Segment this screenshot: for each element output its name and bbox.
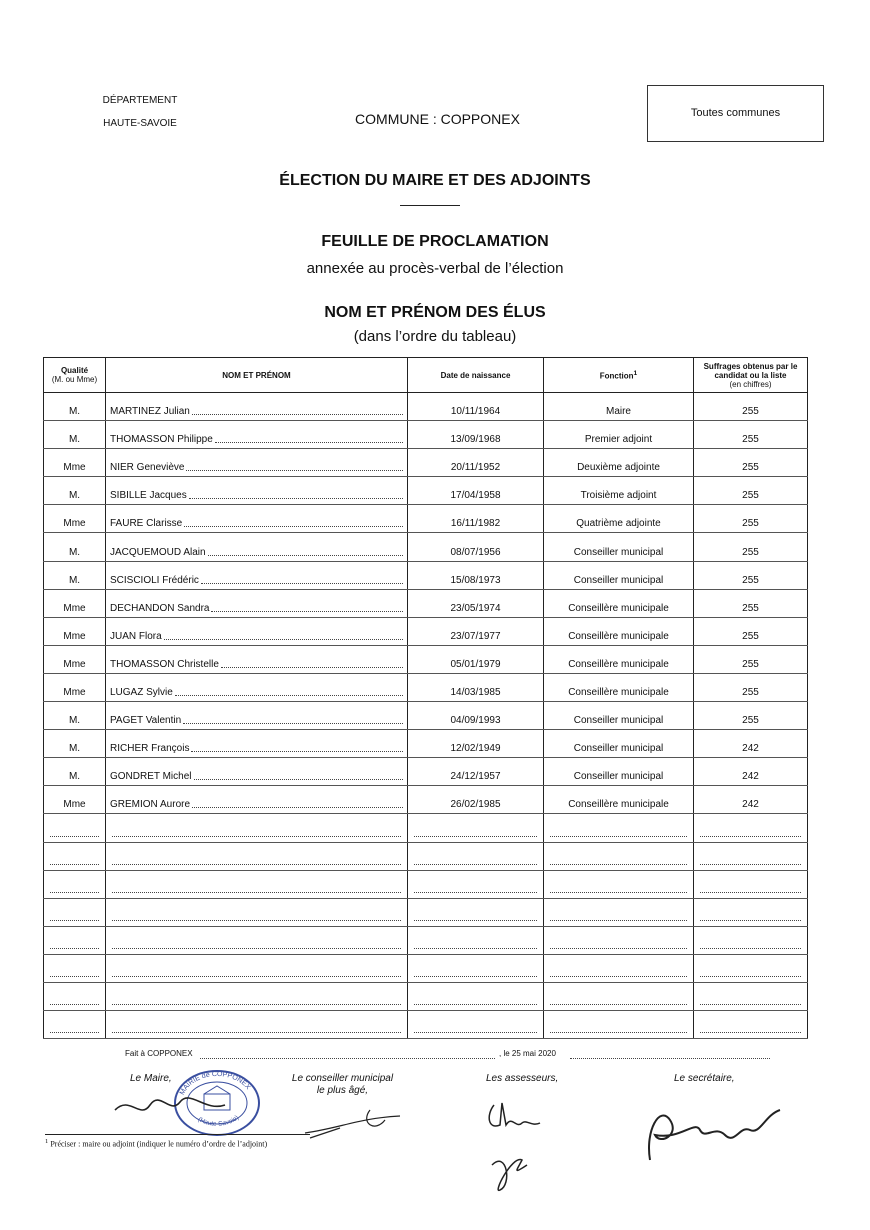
header-qualite-label: Qualité [60,366,89,375]
cell-suffrages: 255 [694,477,808,505]
cell-qualite: M. [44,393,106,421]
cell-date: 23/05/1974 [408,589,544,617]
secretaire-signature [640,1100,790,1170]
blank-dots [700,835,801,837]
blank-cell [44,954,106,982]
table-row [44,505,808,533]
cell-date: 14/03/1985 [408,673,544,701]
assesseurs-signatures [482,1095,552,1205]
blank-cell [694,982,808,1010]
cell-fonction: Conseillère municipale [544,673,694,701]
blank-cell [106,1011,408,1039]
cell-nom-text: THOMASSON Christelle [110,658,219,670]
list-subtitle: (dans l’ordre du tableau) [353,328,517,345]
cell-suffrages: 242 [694,786,808,814]
table-row [44,786,808,814]
blank-dots [700,863,801,865]
cell-nom-text: LUGAZ Sylvie [110,687,173,699]
scope-box [647,85,824,142]
cell-qualite: M. [44,421,106,449]
blank-dots [112,1003,401,1005]
table-row [44,561,808,589]
table-row-blank [44,870,808,898]
table-row-blank [44,982,808,1010]
blank-cell [544,1011,694,1039]
cell-nom [106,758,408,786]
blank-cell [44,870,106,898]
blank-dots [414,975,537,977]
cell-qualite: M. [44,561,106,589]
cell-nom-text: THOMASSON Philippe [110,434,213,446]
cell-suffrages: 255 [694,589,808,617]
blank-dots [50,835,99,837]
blank-cell [544,814,694,842]
cell-qualite: M. [44,758,106,786]
blank-dots [112,891,401,893]
blank-cell [408,870,544,898]
cell-nom [106,477,408,505]
table-row-blank [44,814,808,842]
cell-fonction: Deuxième adjointe [544,449,694,477]
cell-qualite: Mme [44,505,106,533]
blank-cell [694,954,808,982]
cell-fonction: Conseiller municipal [544,730,694,758]
cell-nom-dots [189,497,403,499]
cell-suffrages: 242 [694,730,808,758]
blank-cell [408,954,544,982]
blank-cell [408,1011,544,1039]
blank-dots [414,919,537,921]
blank-dots [50,891,99,893]
scope-box-text: Toutes communes [690,107,781,119]
cell-fonction: Maire [544,393,694,421]
cell-nom-dots [221,666,403,668]
blank-dots [414,1031,537,1033]
blank-cell [106,898,408,926]
blank-cell [408,842,544,870]
cell-qualite: Mme [44,786,106,814]
cell-nom-dots [192,413,403,415]
blank-dots [112,947,401,949]
cell-nom-text: PAGET Valentin [110,715,182,727]
blank-cell [544,870,694,898]
header-suffrages-label: Suffrages obtenus par le candidat ou la liste [703,361,798,380]
cell-suffrages: 255 [694,449,808,477]
header-suffrages [694,358,808,393]
cell-date: 13/09/1968 [408,421,544,449]
cell-date: 15/08/1973 [408,561,544,589]
cell-nom-dots [191,750,403,752]
date-dotted-line [570,1058,770,1059]
page-title: ÉLECTION DU MAIRE ET DES ADJOINTS [279,172,591,189]
blank-cell [106,982,408,1010]
blank-cell [544,954,694,982]
department-label: DÉPARTEMENT [102,95,178,106]
blank-cell [694,814,808,842]
cell-qualite: Mme [44,617,106,645]
cell-qualite: Mme [44,673,106,701]
cell-nom-dots [201,582,403,584]
blank-cell [44,898,106,926]
cell-nom-dots [208,554,403,556]
cell-date: 17/04/1958 [408,477,544,505]
footnote-rule [45,1134,310,1135]
blank-cell [106,814,408,842]
cell-fonction: Conseillère municipale [544,645,694,673]
table-row-blank [44,898,808,926]
cell-date: 10/11/1964 [408,393,544,421]
blank-dots [550,947,687,949]
cell-nom-dots [184,525,403,527]
blank-dots [700,1031,801,1033]
blank-cell [408,926,544,954]
cell-nom-dots [186,469,403,471]
blank-dots [112,863,401,865]
stamp-text-bottom: (Haute-Savoie) [196,1114,241,1128]
blank-dots [414,835,537,837]
table-row [44,449,808,477]
table-row [44,673,808,701]
header-date: Date de naissance [408,358,544,393]
cell-nom-text: JACQUEMOUD Alain [110,546,206,558]
blank-dots [414,863,537,865]
blank-cell [694,1011,808,1039]
cell-nom-text: GREMION Aurore [110,799,191,811]
table-row [44,533,808,561]
cell-nom-text: FAURE Clarisse [110,518,183,530]
blank-cell [44,1011,106,1039]
cell-date: 08/07/1956 [408,533,544,561]
blank-dots [550,891,687,893]
stamp-text-top: MAIRIE de COPPONEX [178,1070,252,1097]
cell-suffrages: 255 [694,617,808,645]
blank-dots [50,947,99,949]
maire-signature [110,1090,230,1120]
blank-dots [112,1031,401,1033]
table-row [44,730,808,758]
blank-cell [544,926,694,954]
cell-nom-text: NIER Geneviève [110,462,185,474]
conseiller-label-line2: le plus âgé, [316,1085,369,1096]
blank-cell [44,814,106,842]
cell-qualite: M. [44,702,106,730]
table-row [44,589,808,617]
blank-cell [544,898,694,926]
table-row [44,477,808,505]
header-fonction-label: Fonction [599,371,634,381]
table-row [44,758,808,786]
table-row-blank [44,926,808,954]
sheet-subtitle: annexée au procès-verbal de l’élection [306,260,564,277]
cell-fonction: Conseillère municipale [544,617,694,645]
blank-dots [414,1003,537,1005]
blank-dots [700,975,801,977]
blank-dots [550,975,687,977]
blank-dots [50,1031,99,1033]
cell-fonction: Conseillère municipale [544,589,694,617]
cell-qualite: M. [44,477,106,505]
blank-dots [112,919,401,921]
cell-suffrages: 242 [694,758,808,786]
header-fonction-note: 1 [633,369,638,377]
blank-cell [408,982,544,1010]
cell-nom-text: DECHANDON Sandra [110,602,210,614]
cell-qualite: M. [44,730,106,758]
cell-nom-dots [192,806,403,808]
title-divider [400,205,460,206]
cell-nom [106,505,408,533]
cell-date: 16/11/1982 [408,505,544,533]
blank-cell [44,982,106,1010]
cell-nom-text: JUAN Flora [110,630,162,642]
blank-cell [106,926,408,954]
blank-cell [694,898,808,926]
cell-fonction: Conseiller municipal [544,702,694,730]
blank-dots [550,835,687,837]
blank-dots [112,975,401,977]
conseiller-label-line1: Le conseiller municipal [291,1073,394,1084]
blank-cell [694,870,808,898]
cell-date: 26/02/1985 [408,786,544,814]
secretaire-label: Le secrétaire, [674,1073,735,1084]
cell-fonction: Conseiller municipal [544,561,694,589]
blank-dots [112,835,401,837]
cell-suffrages: 255 [694,505,808,533]
cell-qualite: Mme [44,645,106,673]
assesseurs-label: Les assesseurs, [486,1073,559,1084]
cell-nom [106,673,408,701]
blank-cell [106,842,408,870]
cell-suffrages: 255 [694,533,808,561]
table-row [44,702,808,730]
blank-dots [700,947,801,949]
department-value: HAUTE-SAVOIE [103,118,177,129]
cell-nom-text: GONDRET Michel [110,771,192,783]
maire-label: Le Maire, [130,1073,172,1084]
list-title: NOM ET PRÉNOM DES ÉLUS [324,304,546,321]
blank-dots [414,891,537,893]
cell-suffrages: 255 [694,421,808,449]
header-nom: NOM ET PRÉNOM [106,358,408,393]
cell-nom-dots [183,722,403,724]
cell-fonction: Conseiller municipal [544,758,694,786]
blank-cell [694,842,808,870]
blank-cell [544,842,694,870]
commune-name: COMMUNE : COPPONEX [355,111,520,127]
cell-nom [106,449,408,477]
cell-date: 20/11/1952 [408,449,544,477]
blank-dots [700,919,801,921]
sheet-title: FEUILLE DE PROCLAMATION [321,233,549,250]
header-fonction [544,358,694,393]
cell-date: 12/02/1949 [408,730,544,758]
cell-nom [106,421,408,449]
cell-qualite: Mme [44,449,106,477]
date-label: , le 25 mai 2020 [499,1049,556,1058]
footnote [45,1138,267,1149]
blank-dots [50,975,99,977]
fait-a-label: Fait à COPPONEX [125,1049,193,1058]
cell-nom-dots [175,694,403,696]
blank-dots [50,863,99,865]
blank-dots [550,1031,687,1033]
footnote-mark: 1 [45,1138,49,1145]
cell-fonction: Premier adjoint [544,421,694,449]
table-row-blank [44,1011,808,1039]
cell-nom [106,645,408,673]
cell-nom [106,393,408,421]
cell-nom [106,561,408,589]
cell-date: 23/07/1977 [408,617,544,645]
header-suffrages-sub: (en chiffres) [729,379,772,389]
cell-nom-dots [164,638,403,640]
header-qualite [44,358,106,393]
cell-nom-text: SIBILLE Jacques [110,490,187,502]
header-qualite-sub: (M. ou Mme) [51,375,98,384]
table-row-blank [44,954,808,982]
cell-fonction: Quatrième adjointe [544,505,694,533]
blank-dots [700,891,801,893]
cell-nom-text: RICHER François [110,743,190,755]
cell-suffrages: 255 [694,673,808,701]
blank-dots [700,1003,801,1005]
table-row [44,421,808,449]
cell-qualite: Mme [44,589,106,617]
cell-suffrages: 255 [694,561,808,589]
blank-cell [44,842,106,870]
cell-nom [106,617,408,645]
blank-dots [550,919,687,921]
cell-date: 04/09/1993 [408,702,544,730]
cell-nom-dots [215,441,403,443]
cell-nom [106,589,408,617]
cell-suffrages: 255 [694,393,808,421]
table-header-row [44,358,808,393]
cell-fonction: Conseillère municipale [544,786,694,814]
blank-dots [550,863,687,865]
cell-nom [106,702,408,730]
cell-date: 24/12/1957 [408,758,544,786]
cell-qualite: M. [44,533,106,561]
conseiller-signature [300,1098,420,1143]
table-row-blank [44,842,808,870]
cell-nom-text: SCISCIOLI Frédéric [110,574,199,586]
table-row [44,393,808,421]
cell-suffrages: 255 [694,702,808,730]
blank-cell [106,870,408,898]
cell-nom-text: MARTINEZ Julian [110,406,190,418]
cell-date: 05/01/1979 [408,645,544,673]
fait-a-dotted-line [200,1058,495,1059]
cell-nom [106,730,408,758]
table-row [44,617,808,645]
blank-dots [50,1003,99,1005]
cell-nom-dots [211,610,403,612]
blank-cell [408,814,544,842]
cell-nom [106,533,408,561]
blank-dots [550,1003,687,1005]
blank-cell [408,898,544,926]
blank-dots [414,947,537,949]
blank-cell [694,926,808,954]
table-row [44,645,808,673]
footnote-text: Préciser : maire ou adjoint (indiquer le numéro d’ordre de l’adjoint) [50,1139,268,1149]
elected-table [43,357,808,1039]
blank-cell [44,926,106,954]
cell-fonction: Conseiller municipal [544,533,694,561]
cell-suffrages: 255 [694,645,808,673]
blank-cell [106,954,408,982]
cell-nom-dots [194,778,404,780]
cell-fonction: Troisième adjoint [544,477,694,505]
blank-dots [50,919,99,921]
cell-nom [106,786,408,814]
blank-cell [544,982,694,1010]
